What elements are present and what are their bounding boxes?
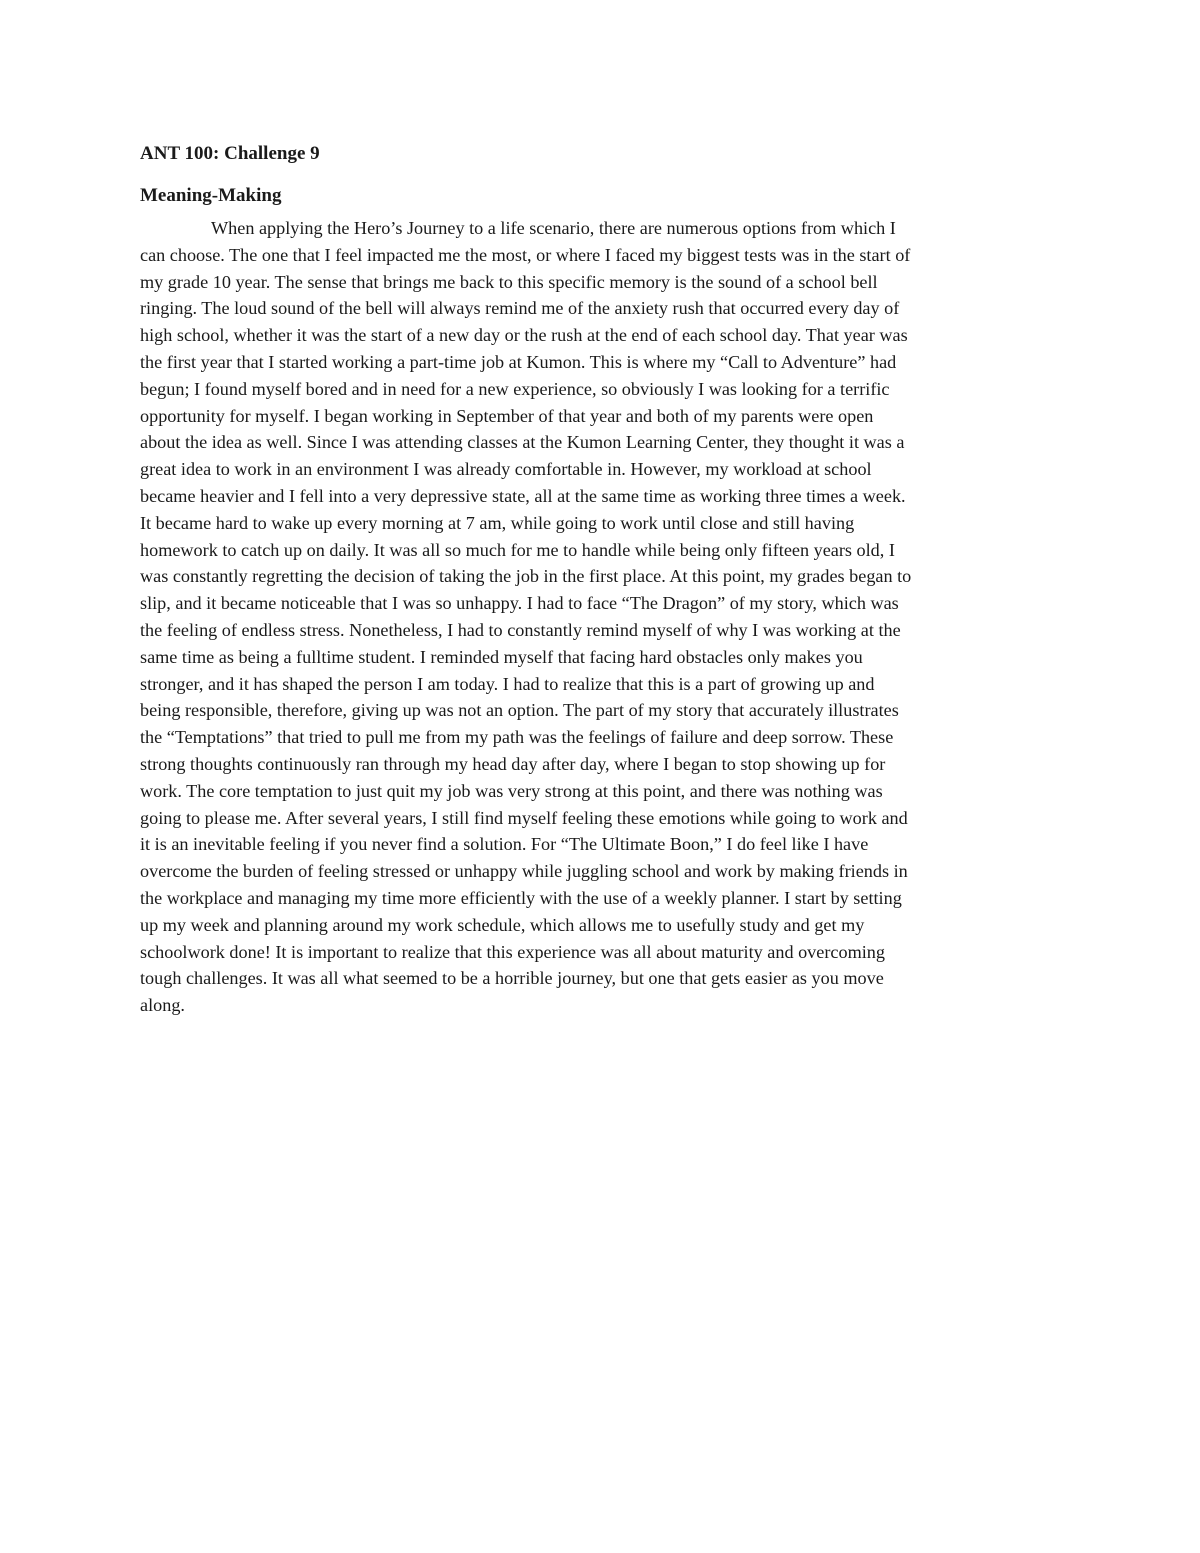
paragraph-line: the workplace and managing my time more efficiently with the use of a weekly planner. I start by setting [140,887,902,908]
document-page [140,140,1062,1019]
paragraph-line: tough challenges. It was all what seemed to be a horrible journey, but one that gets easier as you move [140,968,884,989]
paragraph-line: great idea to work in an environment I was already comfortable in. However, my workload at school [140,459,872,480]
document-subtitle: Meaning-Making [140,185,282,206]
paragraph-line: high school, whether it was the start of a new day or the rush at the end of each school day. That year was [140,325,908,346]
paragraph-line: it is an inevitable feeling if you never find a solution. For “The Ultimate Boon,” I do feel like I have [140,834,869,855]
paragraph-line: homework to catch up on daily. It was all so much for me to handle while being only fifteen years old, I [140,539,895,560]
paragraph-line: strong thoughts continuously ran through my head day after day, where I began to stop showing up for [140,753,886,774]
paragraph-line: the feeling of endless stress. Nonetheless, I had to constantly remind myself of why I was working at the [140,619,901,640]
paragraph-line: work. The core temptation to just quit my job was very strong at this point, and there was nothing was [140,780,883,801]
paragraph-line: can choose. The one that I feel impacted me the most, or where I faced my biggest tests was in the start of [140,244,911,265]
paragraph-line: going to please me. After several years, I still find myself feeling these emotions while going to work and [140,807,908,828]
paragraph-line: being responsible, therefore, giving up was not an option. The part of my story that accurately illustrates [140,700,899,721]
paragraph-line: up my week and planning around my work schedule, which allows me to usefully study and get my [140,914,865,935]
paragraph-line: It became hard to wake up every morning at 7 am, while going to work until close and still having [140,512,855,533]
paragraph-line: overcome the burden of feeling stressed or unhappy while juggling school and work by making friends in [140,861,908,882]
document-title: ANT 100: Challenge 9 [140,143,320,164]
paragraph-line: slip, and it became noticeable that I was so unhappy. I had to face “The Dragon” of my story, which was [140,593,899,614]
paragraph-line: stronger, and it has shaped the person I am today. I had to realize that this is a part of growing up and [140,673,875,694]
paragraph-line: When applying the Hero’s Journey to a life scenario, there are numerous options from which I [211,218,896,238]
body-paragraph [140,215,1062,1019]
paragraph-line: ringing. The loud sound of the bell will always remind me of the anxiety rush that occurred every day of [140,298,900,319]
paragraph-line: became heavier and I fell into a very depressive state, all at the same time as working three times a week. [140,485,906,506]
paragraph-line: the first year that I started working a part-time job at Kumon. This is where my “Call to Adventure” had [140,351,897,372]
paragraph-line: was constantly regretting the decision of taking the job in the first place. At this point, my grades began to [140,566,912,587]
paragraph-line: along. [140,995,185,1016]
paragraph-line: about the idea as well. Since I was attending classes at the Kumon Learning Center, they thought it was a [140,432,905,453]
paragraph-line: opportunity for myself. I began working in September of that year and both of my parents were open [140,405,874,426]
paragraph-line: begun; I found myself bored and in need for a new experience, so obviously I was looking for a terrific [140,378,890,399]
paragraph-line: my grade 10 year. The sense that brings me back to this specific memory is the sound of a school bell [140,271,878,292]
paragraph-line: same time as being a fulltime student. I reminded myself that facing hard obstacles only makes you [140,646,863,667]
paragraph-line: the “Temptations” that tried to pull me from my path was the feelings of failure and deep sorrow. These [140,727,894,748]
paragraph-line: schoolwork done! It is important to realize that this experience was all about maturity and overcoming [140,941,885,962]
